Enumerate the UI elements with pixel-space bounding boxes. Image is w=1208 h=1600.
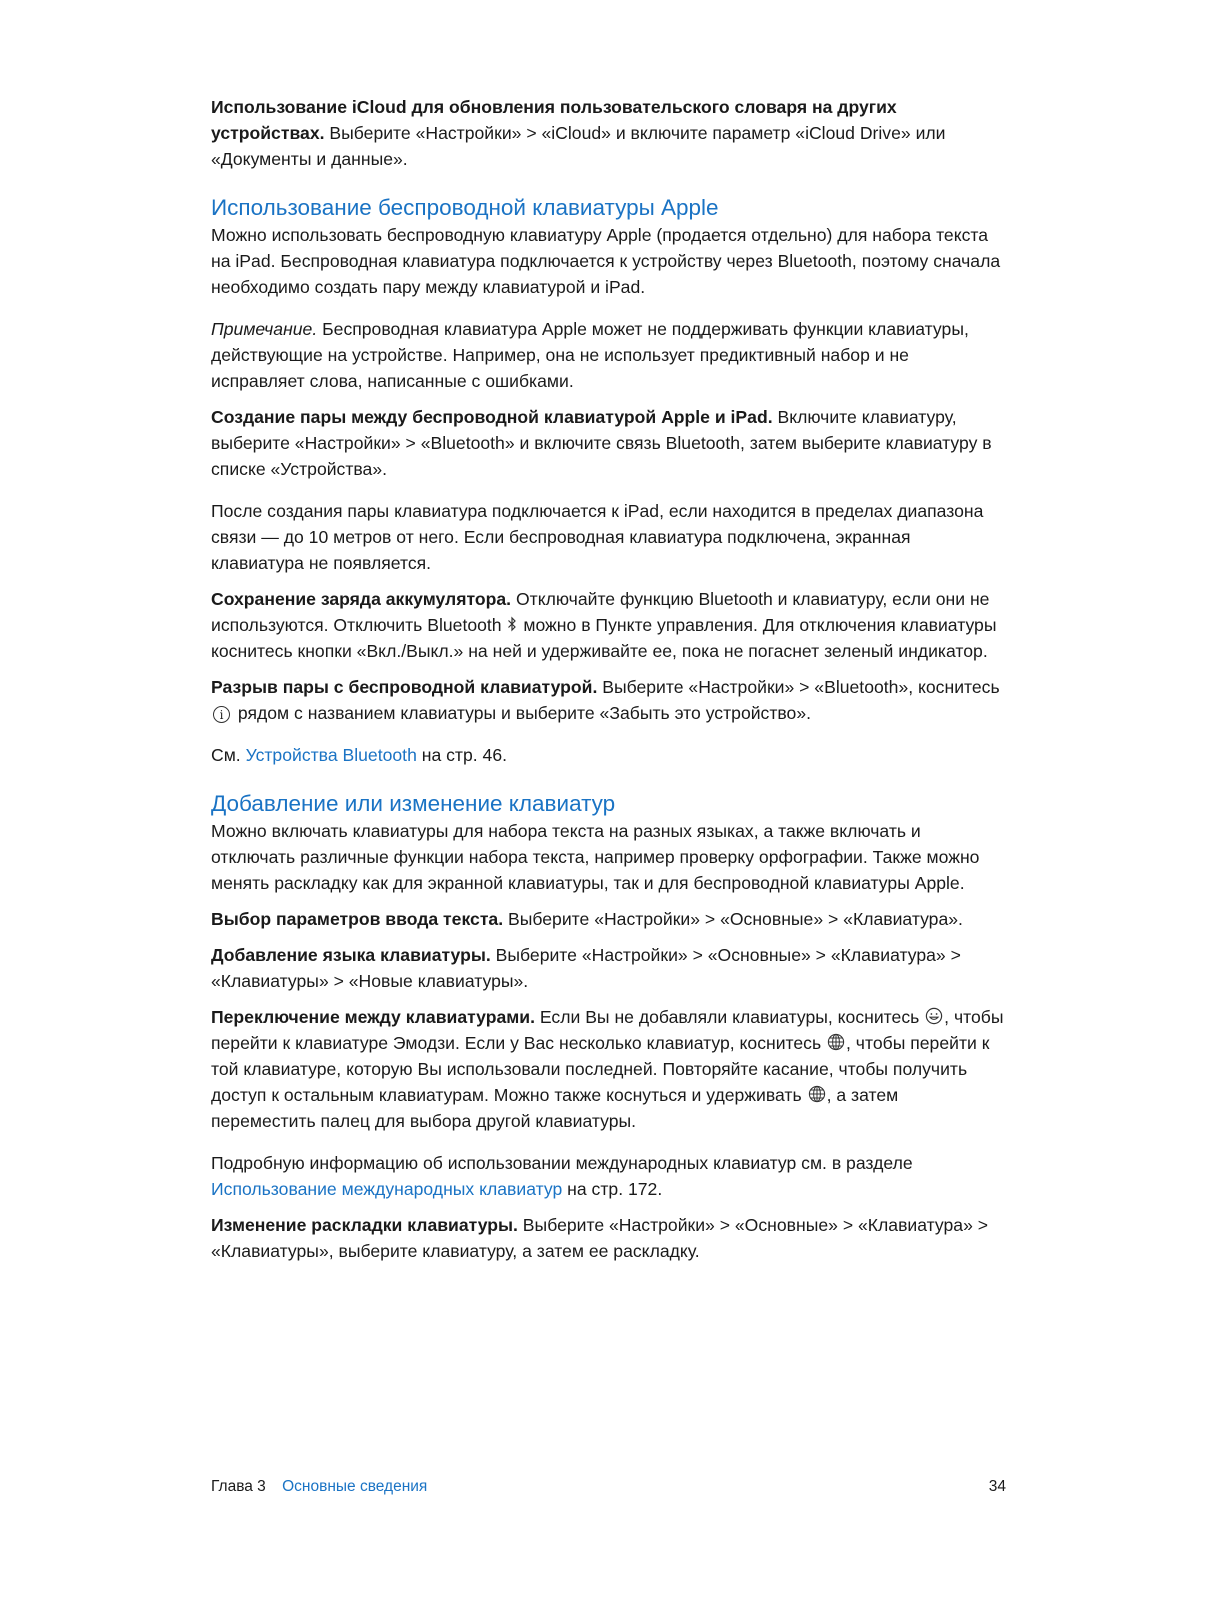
switch-text-2: , чтобы перейти к клавиатуре Эмодзи. Если у Вас несколько клавиатур, коснитесь (211, 1007, 1004, 1053)
see-bluetooth-pre: См. (211, 745, 246, 765)
paragraph-add-language (211, 942, 1006, 994)
layout-lead: Изменение раскладки клавиатуры. (211, 1215, 518, 1235)
paragraph-note (211, 316, 1006, 394)
unpair-text-1: Выберите «Настройки» > «Bluetooth», коснитесь (597, 677, 1000, 697)
heading-wireless-keyboard: Использование беспроводной клавиатуры Apple (211, 195, 719, 220)
switch-text-4: , а затем переместить палец для выбора другой клавиатуры. (211, 1085, 899, 1131)
battery-text-1: Отключайте функцию Bluetooth и клавиатуру, если они не используются. Отключить Bluetooth (211, 589, 990, 635)
paragraph-see-international (211, 1150, 1006, 1202)
paragraph-icloud-text: Выберите «Настройки» > «iCloud» и включите параметр «iCloud Drive» или «Документы и данные». (211, 123, 946, 169)
unpair-text-2: рядом с названием клавиатуры и выберите «Забыть это устройство». (233, 703, 812, 723)
paragraph-unpair (211, 674, 1006, 726)
paragraph-icloud (211, 94, 1006, 172)
bluetooth-icon (507, 616, 517, 636)
choose-text: Выберите «Настройки» > «Основные» > «Клавиатура». (503, 909, 963, 929)
see-international-post: на стр. 172. (562, 1179, 663, 1199)
link-international-keyboards[interactable]: Использование международных клавиатур (211, 1179, 563, 1199)
switch-text-3: , чтобы перейти к той клавиатуре, которую Вы использовали последней. Повторяйте касание, чтобы получить доступ к остальным клавиатурам. Можно также коснуться и удерживать (211, 1033, 990, 1105)
link-bluetooth-devices[interactable]: Устройства Bluetooth (245, 745, 417, 765)
layout-text: Выберите «Настройки» > «Основные» > «Клавиатура» > «Клавиатуры», выберите клавиатуру, а затем ее раскладку. (211, 1215, 989, 1261)
page-number: 34 (988, 1478, 1006, 1495)
heading-add-keyboards: Добавление или изменение клавиатур (211, 791, 616, 816)
page-content (211, 94, 1006, 1264)
see-international-pre: Подробную информацию об использовании международных клавиатур см. в разделе (211, 1153, 913, 1173)
battery-lead: Сохранение заряда аккумулятора. (211, 589, 512, 609)
globe-icon (808, 1085, 826, 1106)
footer-section-link[interactable]: Основные сведения (282, 1478, 428, 1495)
paragraph-icloud-lead: Использование iCloud для обновления пользовательского словаря на других устройствах. (211, 97, 897, 143)
globe-icon (827, 1033, 845, 1054)
paragraph-see-bluetooth (211, 742, 1006, 768)
unpair-lead: Разрыв пары с беспроводной клавиатурой. (211, 677, 598, 697)
paragraph-change-layout (211, 1212, 1006, 1264)
battery-text-2: можно в Пункте управления. Для отключения клавиатуры коснитесь кнопки «Вкл./Выкл.» на ней и удерживайте ее, пока не погаснет зеленый индикатор. (211, 615, 997, 661)
paragraph-battery (211, 586, 1006, 664)
emoji-icon (925, 1007, 943, 1028)
switch-text-1: Если Вы не добавляли клавиатуры, коснитесь (534, 1007, 925, 1027)
see-bluetooth-post: на стр. 46. (416, 745, 508, 765)
info-icon: i (213, 706, 230, 723)
note-text: Беспроводная клавиатура Apple может не поддерживать функции клавиатуры, действующие на устройстве. Например, она не использует предиктивный набор и не исправляет слова, написанные с ошибками. (211, 319, 969, 391)
paragraph-after-pairing: После создания пары клавиатура подключается к iPad, если находится в пределах диапазона связи — до 10 метров от него. Если беспроводная клавиатура подключена, экранная клавиатура не появляется. (211, 501, 984, 573)
pairing-text: Включите клавиатуру, выберите «Настройки» > «Bluetooth» и включите связь Bluetooth, затем выберите клавиатуру в списке «Устройства». (211, 407, 992, 479)
pairing-lead: Создание пары между беспроводной клавиатурой Apple и iPad. (211, 407, 773, 427)
paragraph-add-intro: Можно включать клавиатуры для набора текста на разных языках, а также включать и отключать различные функции набора текста, например проверку орфографии. Также можно менять раскладку как для экранной клавиатуры, так и для беспроводной клавиатуры Apple. (211, 821, 980, 893)
note-label: Примечание. (211, 319, 318, 339)
paragraph-switch-keyboards (211, 1004, 1006, 1134)
switch-lead: Переключение между клавиатурами. (211, 1007, 535, 1027)
addlang-lead: Добавление языка клавиатуры. (211, 945, 491, 965)
choose-lead: Выбор параметров ввода текста. (211, 909, 504, 929)
paragraph-pairing (211, 404, 1006, 482)
footer-chapter: Глава 3 (211, 1478, 266, 1495)
page-footer (211, 1475, 1006, 1499)
paragraph-wireless-intro: Можно использовать беспроводную клавиатуру Apple (продается отдельно) для набора текста на iPad. Беспроводная клавиатура подключается к устройству через Bluetooth, поэтому сначала необходимо создать пару между клавиатурой и iPad. (211, 225, 1001, 297)
addlang-text: Выберите «Настройки» > «Основные» > «Клавиатура» > «Клавиатуры» > «Новые клавиатуры». (211, 945, 961, 991)
paragraph-choose-options (211, 906, 1006, 932)
